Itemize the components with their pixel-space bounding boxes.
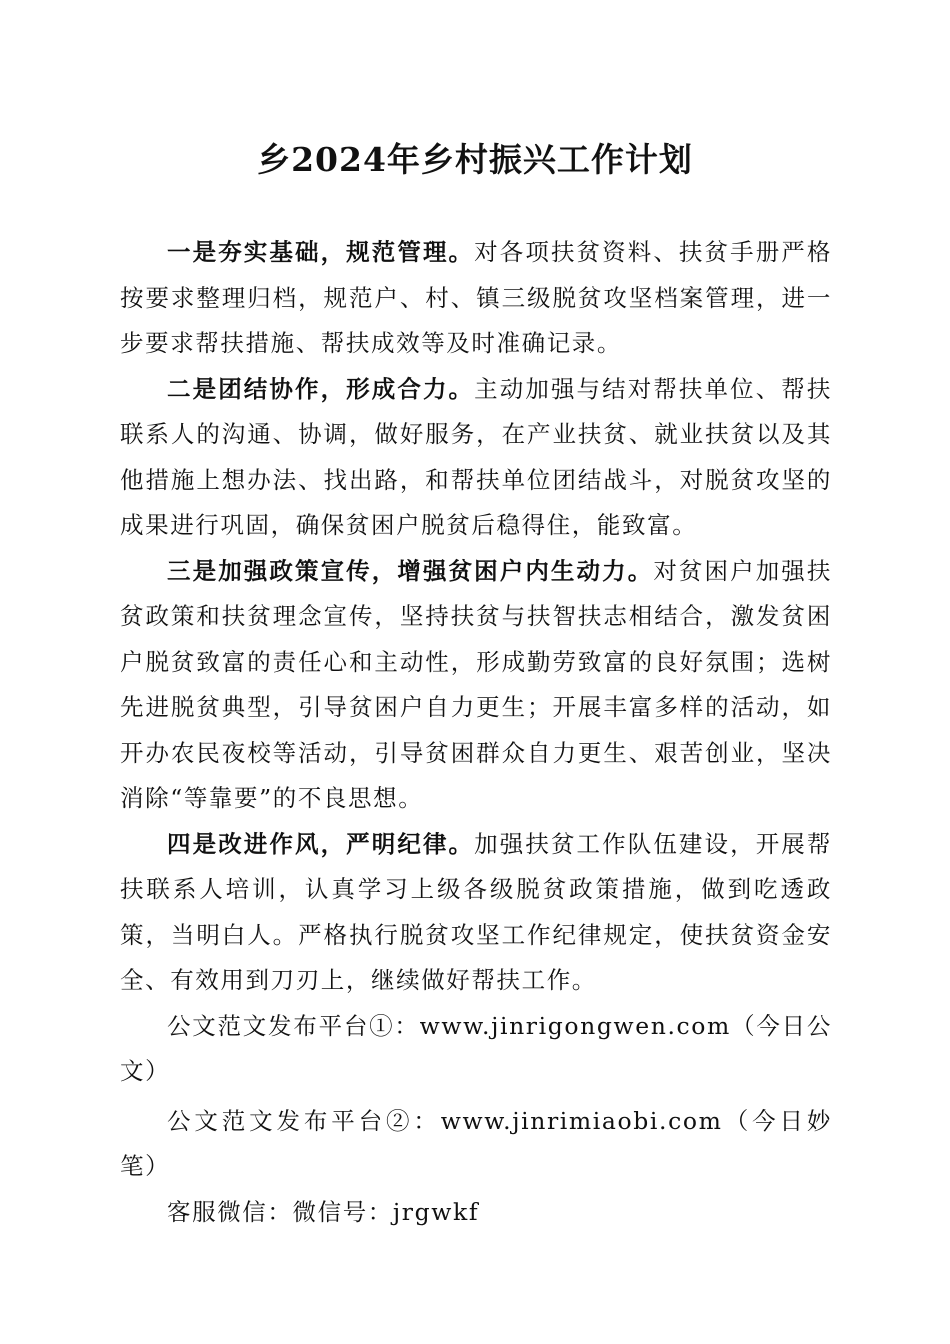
footer-wechat: 客服微信：微信号：jrgwkf — [167, 1197, 480, 1226]
paragraph-4 — [120, 822, 832, 1004]
paragraph-1 — [120, 230, 832, 367]
paragraph-3-lead: 三是加强政策宣传，增强贫困户内生动力。 — [167, 556, 654, 585]
paragraph-3-text: 对贫困户加强扶贫政策和扶贫理念宣传，坚持扶贫与扶智扶志相结合，激发贫困户脱贫致富的责任心和主动性，形成勤劳致富的良好氛围；选树先进脱贫典型，引导贫困户自力更生；开展丰富多样的活动，如开办农民夜校等活动，引导贫困群众自力更生、艰苦创业，坚决消除“等靠要”的不良思想。 — [120, 556, 833, 812]
paragraph-2-text: 主动加强与结对帮扶单位、帮扶联系人的沟通、协调，做好服务，在产业扶贫、就业扶贫以及其他措施上想办法、找出路，和帮扶单位团结战斗，对脱贫攻坚的成果进行巩固，确保贫困户脱贫后稳得住，能致富。 — [120, 374, 832, 539]
paragraph-1-lead: 一是夯实基础，规范管理。 — [167, 238, 475, 266]
footer-platform-1: 公文范文发布平台①：www.jinrigongwen.com（今日公文） — [120, 1011, 832, 1085]
footer-block — [120, 1004, 832, 1236]
paragraph-3 — [120, 549, 832, 822]
paragraph-2-lead: 二是团结协作，形成合力。 — [167, 374, 475, 403]
document-body — [120, 230, 832, 1235]
paragraph-4-lead: 四是改进作风，严明纪律。 — [167, 829, 475, 858]
paragraph-4-text: 加强扶贫工作队伍建设，开展帮扶联系人培训，认真学习上级各级脱贫政策措施，做到吃透政策，当明白人。严格执行脱贫攻坚工作纪律规定，使扶贫资金安全、有效用到刀刃上，继续做好帮扶工作。 — [120, 829, 832, 994]
document-title: 乡2024年乡村振兴工作计划 — [257, 140, 693, 179]
footer-platform-2: 公文范文发布平台②：www.jinrimiaobi.com（今日妙笔） — [120, 1106, 832, 1180]
paragraph-1-text: 对各项扶贫资料、扶贫手册严格按要求整理归档，规范户、村、镇三级脱贫攻坚档案管理，进一步要求帮扶措施、帮扶成效等及时准确记录。 — [120, 238, 832, 357]
paragraph-2 — [120, 367, 832, 549]
